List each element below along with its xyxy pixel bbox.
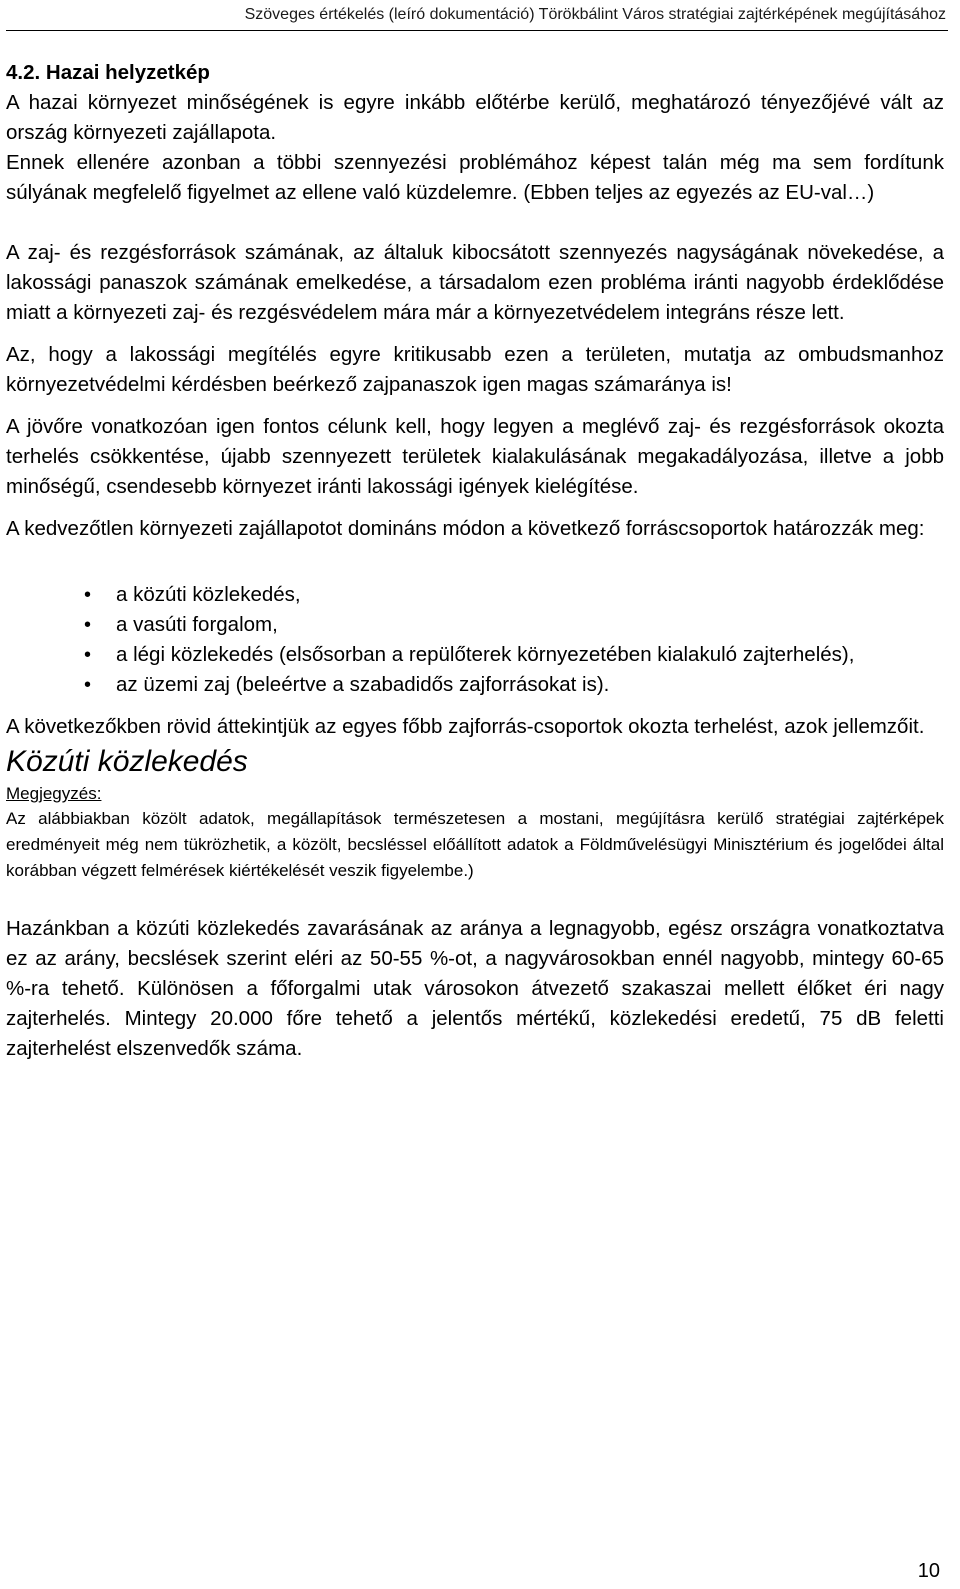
- list-item: [6, 640, 944, 670]
- list-item-text: a közúti közlekedés,: [116, 583, 301, 606]
- bullet-icon: •: [84, 584, 92, 606]
- list-item-text: a vasúti forgalom,: [116, 613, 278, 636]
- intro-paragraph-2: Ennek ellenére azonban a többi szennyezési problémához képest talán még ma sem fordítunk súlyának megfelelő figyelmet az ellene való küzdelemre. (Ebben teljes az egyezés az EU-val…): [6, 151, 944, 204]
- paragraph-overview-intro: A következőkben rövid áttekintjük az egyes főbb zajforrás-csoportok okozta terhelést, azok jellemzőit.: [6, 715, 925, 738]
- paragraph-noise-sources-growth: A zaj- és rezgésforrások számának, az általuk kibocsátott szennyezés nagyságának növekedése, a lakossági panaszok számának emelkedése, a társadalom ezen probléma iránti nagyobb érdeklődése miatt a környezeti zaj- és rezgésvédelem mára már a környezetvédelem integráns része lett.: [6, 241, 944, 324]
- header-divider: [6, 30, 948, 31]
- note-label: Megjegyzés:: [6, 784, 102, 803]
- intro-paragraph-1: A hazai környezet minőségének is egyre inkább előtérbe kerülő, meghatározó tényezőjévé vált az ország környezeti zajállapota.: [6, 91, 944, 144]
- paragraph-source-groups-intro: A kedvezőtlen környezeti zajállapotot domináns módon a következő forráscsoportok határozzák meg:: [6, 517, 925, 540]
- paragraph-public-opinion: Az, hogy a lakossági megítélés egyre kritikusabb ezen a területen, mutatja az ombudsmanhoz környezetvédelmi kérdésben beérkező zajpanaszok igen magas számaránya is!: [6, 343, 944, 396]
- bullet-icon: •: [84, 674, 92, 696]
- list-item: [6, 610, 944, 640]
- document-body: [6, 58, 944, 1064]
- bullet-icon: •: [84, 614, 92, 636]
- page-number: 10: [917, 1560, 940, 1582]
- section-title: 4.2. Hazai helyzetkép: [6, 61, 210, 84]
- bullet-icon: •: [84, 644, 92, 666]
- list-item: [6, 670, 944, 700]
- noise-source-list: [6, 580, 944, 700]
- running-header: Szöveges értékelés (leíró dokumentáció) Törökbálint Város stratégiai zajtérképének megújításához: [244, 6, 946, 23]
- paragraph-future-goals: A jövőre vonatkozóan igen fontos célunk kell, hogy legyen a meglévő zaj- és rezgésforrások okozta terhelés csökkentése, újabb szennyezett területek kialakulásának megakadályozása, illetve a jobb minőségű, csendesebb környezet iránti lakossági igények kielégítése.: [6, 415, 944, 498]
- list-item-text: a légi közlekedés (elsősorban a repülőterek környezetében kialakuló zajterhelés),: [116, 643, 855, 666]
- road-traffic-heading: Közúti közlekedés: [6, 745, 248, 778]
- list-item: [6, 580, 944, 610]
- paragraph-road-traffic: Hazánkban a közúti közlekedés zavarásának az aránya a legnagyobb, egész országra vonatkoztatva ez az arány, becslések szerint eléri az 50-55 %-ot, a nagyvárosokban ennél nagyobb, mintegy 60-65 %-ra tehető. Különösen a főforgalmi utak városokon átvezető szakaszai mellett élőket éri nagy zajterhelés. Mintegy 20.000 főre tehető a jelentős mértékű, közlekedési eredetű, 75 dB feletti zajterhelést elszenvedők száma.: [6, 917, 944, 1060]
- list-item-text: az üzemi zaj (beleértve a szabadidős zajforrásokat is).: [116, 673, 610, 696]
- note-text: Az alábbiakban közölt adatok, megállapítások természetesen a mostani, megújításra kerülő stratégiai zajtérképek eredményeit még nem tükrözhetik, a közölt, becsléssel előállított adatok a Földművelésügyi Minisztérium és jogelődei által korábban végzett felmérések kiértékelését veszik figyelembe.): [6, 809, 944, 880]
